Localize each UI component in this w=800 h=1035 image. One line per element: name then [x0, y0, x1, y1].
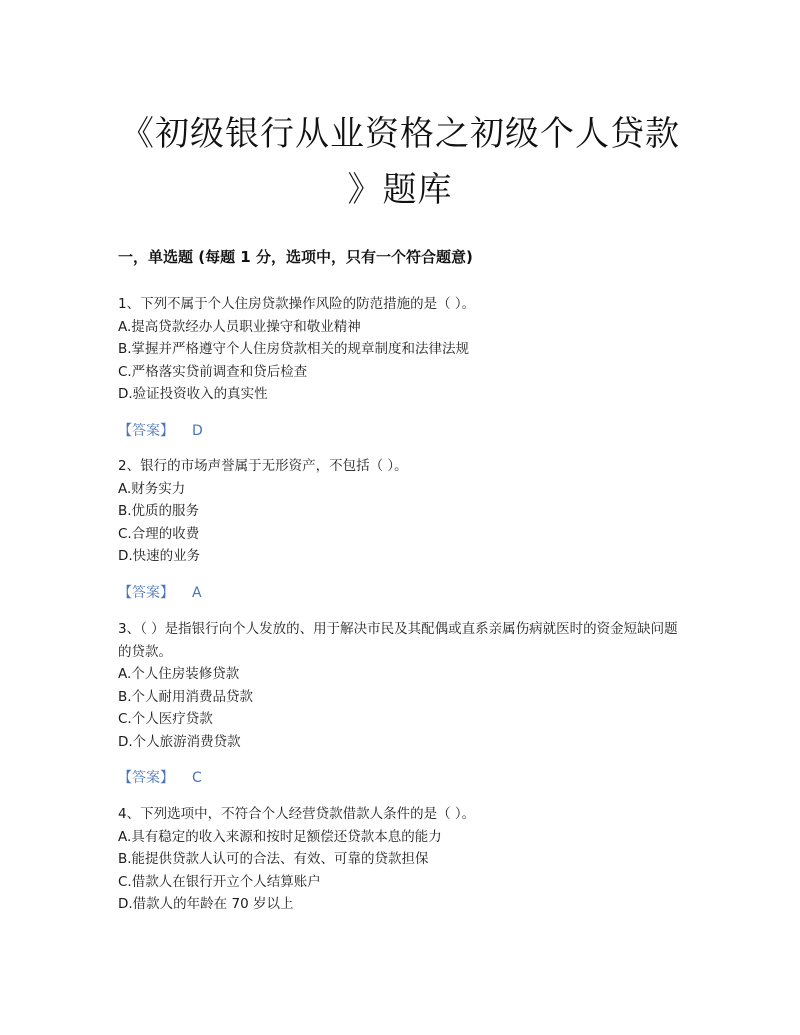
option-a: A.具有稳定的收入来源和按时足额偿还贷款本息的能力 — [118, 828, 442, 845]
answer-value: C — [192, 770, 202, 786]
answer-line — [118, 582, 688, 604]
option-a: A.个人住房装修贷款 — [118, 666, 240, 682]
option-b: B.个人耐用消费品贷款 — [118, 688, 254, 705]
document-title-line-2: 》题库 — [347, 170, 453, 210]
option-c: C.个人医疗贷款 — [118, 711, 213, 727]
option-d: D.快速的业务 — [118, 548, 201, 564]
answer-label: 【答案】 — [118, 584, 174, 601]
answer-value: A — [192, 584, 202, 601]
question-stem: 1、下列不属于个人住房贷款操作风险的防范措施的是（ ）。 — [118, 296, 476, 312]
option-c: C.合理的收费 — [118, 525, 200, 542]
answer-line — [118, 767, 688, 789]
question-2 — [118, 455, 688, 604]
option-a: A.财务实力 — [118, 480, 186, 497]
option-d: D.个人旅游消费贷款 — [118, 733, 241, 750]
answer-value: D — [192, 422, 203, 439]
document-title — [100, 106, 700, 218]
answer-label: 【答案】 — [118, 770, 174, 786]
option-b: B.能提供贷款人认可的合法、有效、可靠的贷款担保 — [118, 851, 429, 867]
option-c: C.借款人在银行开立个人结算账户 — [118, 873, 321, 890]
document-title-line-1: 《初级银行从业资格之初级个人贷款 — [120, 114, 680, 154]
question-stem: 4、下列选项中，不符合个人经营贷款借款人条件的是（ ）。 — [118, 806, 476, 822]
section-heading: 一，单选题 (每题 1 分，选项中，只有一个符合题意) — [118, 248, 473, 266]
answer-label: 【答案】 — [118, 422, 174, 439]
answer-line — [118, 420, 688, 442]
question-3 — [118, 618, 688, 789]
option-b: B.优质的服务 — [118, 503, 200, 519]
question-1 — [118, 293, 688, 442]
question-4 — [118, 803, 688, 916]
option-d: D.验证投资收入的真实性 — [118, 386, 268, 402]
question-stem: 3、（ ）是指银行向个人发放的、用于解决市民及其配偶或直系亲属伤病就医时的资金短缺问题的贷款。 — [118, 621, 678, 660]
option-b: B.掌握并严格遵守个人住房贷款相关的规章制度和法律法规 — [118, 341, 470, 357]
question-stem: 2、银行的市场声誉属于无形资产，不包括（ ）。 — [118, 458, 408, 474]
option-c: C.严格落实贷前调查和贷后检查 — [118, 363, 308, 380]
option-d: D.借款人的年龄在 70 岁以上 — [118, 896, 294, 912]
option-a: A.提高贷款经办人员职业操守和敬业精神 — [118, 318, 361, 335]
